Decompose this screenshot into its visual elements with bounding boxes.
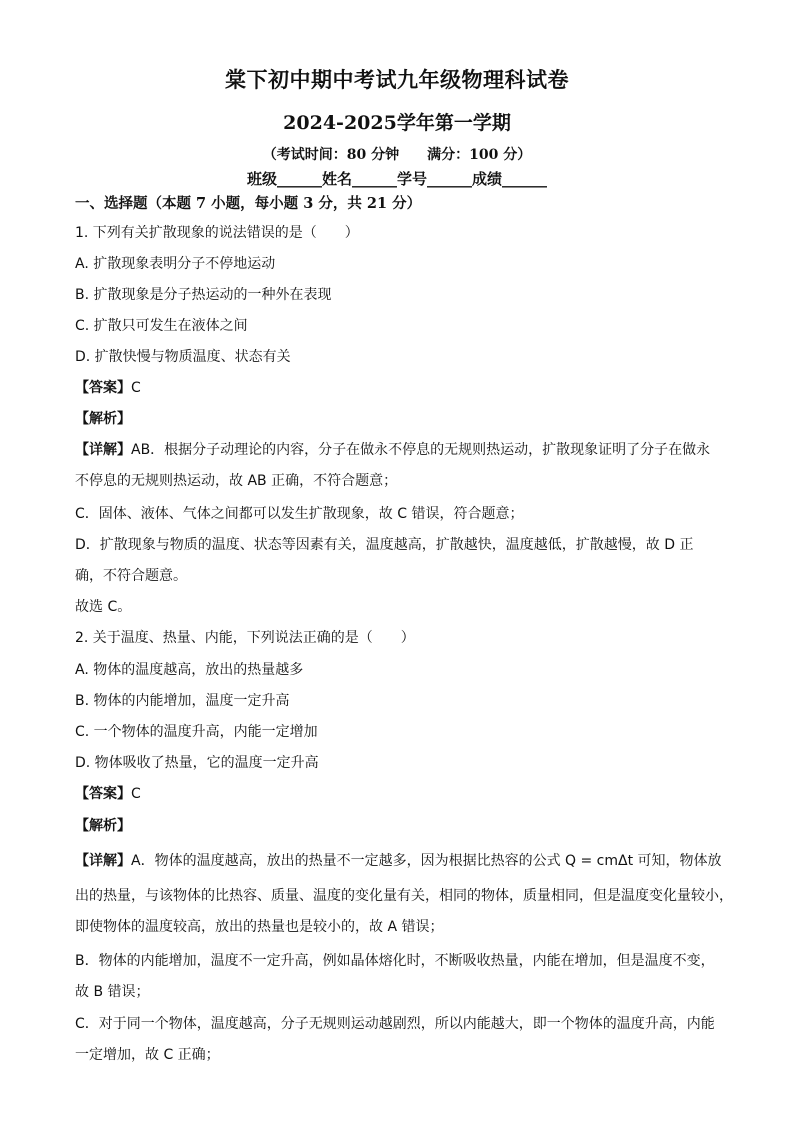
answer-value: C	[131, 380, 141, 396]
q2-option-c: C. 一个物体的温度升高，内能一定增加	[75, 724, 318, 740]
q2-answer	[75, 783, 141, 803]
q1-option-c: C. 扩散只可发生在液体之间	[75, 318, 248, 334]
detail-tag: 【详解】	[75, 853, 131, 869]
q2-detail-line-6: C．对于同一个物体，温度越高，分子无规则运动越剧烈，所以内能越大，即一个物体的温度升高，内能	[75, 1016, 715, 1032]
detail-text: A．物体的温度越高，放出的热量不一定越多，因为根据比热容的公式 Q = cmΔt 可知，物体放	[131, 853, 722, 869]
answer-tag: 【答案】	[75, 380, 131, 396]
q2-option-d: D. 物体吸收了热量，它的温度一定升高	[75, 755, 319, 771]
q2-detail-line-5: 故 B 错误；	[75, 984, 150, 1000]
student-fields: 班级______姓名______学号______成绩______	[246, 170, 547, 188]
q2-detail-line-7: 一定增加，故 C 正确；	[75, 1047, 220, 1063]
detail-tag: 【详解】	[75, 442, 131, 458]
q1-detail-line-4: D．扩散现象与物质的温度、状态等因素有关，温度越高，扩散越快，温度越低，扩散越慢，故 D 正	[75, 537, 694, 553]
q1-conclusion: 故选 C。	[75, 599, 132, 615]
q2-analysis-tag: 【解析】	[75, 818, 131, 834]
q2-option-b: B. 物体的内能增加，温度一定升高	[75, 693, 290, 709]
q1-answer	[75, 377, 141, 397]
section-heading: 一、选择题（本题 7 小题，每小题 3 分，共 21 分）	[75, 195, 422, 212]
q1-detail-line-5: 确，不符合题意。	[75, 568, 187, 584]
answer-tag: 【答案】	[75, 786, 131, 802]
q2-detail-line-3: 即使物体的温度较高，放出的热量也是较小的，故 A 错误；	[75, 919, 444, 935]
q2-detail-line-4: B．物体的内能增加，温度不一定升高，例如晶体熔化时，不断吸收热量，内能在增加，但是温度不变，	[75, 953, 715, 969]
q1-detail-line-3: C．固体、液体、气体之间都可以发生扩散现象，故 C 错误，符合题意；	[75, 506, 524, 522]
exam-title: 棠下初中期中考试九年级物理科试卷	[225, 67, 569, 92]
exam-info: （考试时间：80 分钟 满分：100 分）	[262, 147, 532, 163]
q1-detail-line-1	[75, 439, 710, 459]
q1-option-a: A. 扩散现象表明分子不停地运动	[75, 256, 276, 272]
q1-option-b: B. 扩散现象是分子热运动的一种外在表现	[75, 287, 332, 303]
question-1-stem: 1. 下列有关扩散现象的说法错误的是（ ）	[75, 225, 359, 241]
q1-detail-line-2: 不停息的无规则热运动，故 AB 正确，不符合题意；	[75, 473, 398, 489]
detail-text: AB．根据分子动理论的内容，分子在做永不停息的无规则热运动，扩散现象证明了分子在做永	[131, 442, 711, 458]
q2-detail-line-2: 出的热量，与该物体的比热容、质量、温度的变化量有关，相同的物体，质量相同，但是温度变化量较小，	[75, 888, 733, 904]
answer-value: C	[131, 786, 141, 802]
q2-detail-line-1	[75, 850, 722, 870]
question-2-stem: 2. 关于温度、热量、内能，下列说法正确的是（ ）	[75, 630, 415, 646]
q2-option-a: A. 物体的温度越高，放出的热量越多	[75, 662, 304, 678]
term-title: 2024-2025学年第一学期	[283, 112, 511, 134]
q1-option-d: D. 扩散快慢与物质温度、状态有关	[75, 349, 291, 365]
q1-analysis-tag: 【解析】	[75, 411, 131, 427]
